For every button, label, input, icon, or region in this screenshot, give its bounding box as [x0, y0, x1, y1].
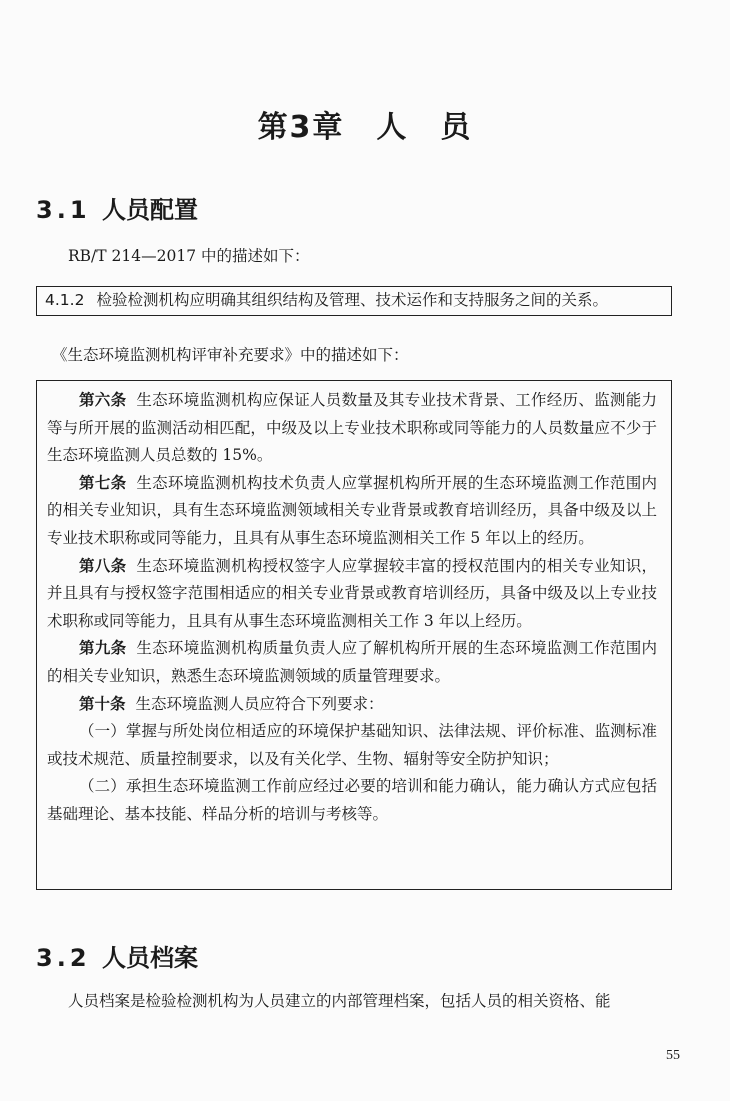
article-paragraph [47, 635, 657, 690]
article-paragraph [47, 553, 657, 636]
article-label: 第九条 [79, 639, 127, 658]
article-label: 第六条 [79, 391, 127, 409]
section-heading-3-1 [36, 190, 198, 225]
intro-eco-line: 《生态环境监测机构评审补充要求》中的描述如下： [52, 346, 409, 364]
eco-requirements-box [36, 380, 672, 890]
chapter-title: 第3章 人 员 [257, 110, 473, 145]
clause-number: 4.1.2 [45, 291, 85, 309]
article-label: 第七条 [79, 473, 127, 492]
clause-text: 检验检测机构应明确其组织结构及管理、技术运作和支持服务之间的关系。 [96, 291, 608, 309]
list-item: （二）承担生态环境监测工作前应经过必要的培训和能力确认，能力确认方式应包括基础理论、基本技能、样品分析的培训与考核等。 [47, 777, 657, 823]
article-text: 生态环境监测机构应保证人员数量及其专业技术背景、工作经历、监测能力等与所开展的监测活动相匹配，中级及以上专业技术职称或同等能力的人员数量应不少于生态环境监测人员总数的 15%。 [47, 391, 657, 465]
list-item: （一）掌握与所处岗位相适应的环境保护基础知识、法律法规、评价标准、监测标准或技术规范、质量控制要求，以及有关化学、生物、辐射等安全防护知识； [47, 722, 657, 768]
section-title: 人员配置 [102, 196, 198, 224]
section-number: 3.1 [36, 196, 91, 224]
section-heading-3-2 [36, 938, 198, 973]
page-number: 55 [666, 1048, 680, 1063]
article-paragraph [47, 470, 657, 553]
article-paragraph [47, 691, 657, 719]
body-paragraph: 人员档案是检验检测机构为人员建立的内部管理档案，包括人员的相关资格、能 [68, 992, 611, 1010]
section-number: 3.2 [36, 944, 91, 972]
article-label: 第十条 [79, 694, 126, 713]
article-text: 生态环境监测人员应符合下列要求： [135, 694, 384, 713]
intro-rbt-line: RB/T 214—2017 中的描述如下： [68, 247, 310, 265]
article-text: 生态环境监测机构质量负责人应了解机构所开展的生态环境监测工作范围内的相关专业知识，熟悉生态环境监测领域的质量管理要求。 [47, 639, 657, 685]
rbt-clause-box [36, 286, 672, 316]
section-title: 人员档案 [102, 944, 198, 972]
article-text: 生态环境监测机构授权签字人应掌握较丰富的授权范围内的相关专业知识，并且具有与授权签字范围相适应的相关专业背景或教育培训经历，具备中级及以上专业技术职称或同等能力，且具有从事生态环境监测相关工作 3 年以上经历。 [47, 556, 657, 630]
article-text: 生态环境监测机构技术负责人应掌握机构所开展的生态环境监测工作范围内的相关专业知识，具有生态环境监测领域相关专业背景或教育培训经历，具备中级及以上专业技术职称或同等能力，且具有从事生态环境监测相关工作 5 年以上的经历。 [47, 473, 657, 547]
article-label: 第八条 [79, 556, 127, 575]
article-paragraph [47, 387, 657, 470]
